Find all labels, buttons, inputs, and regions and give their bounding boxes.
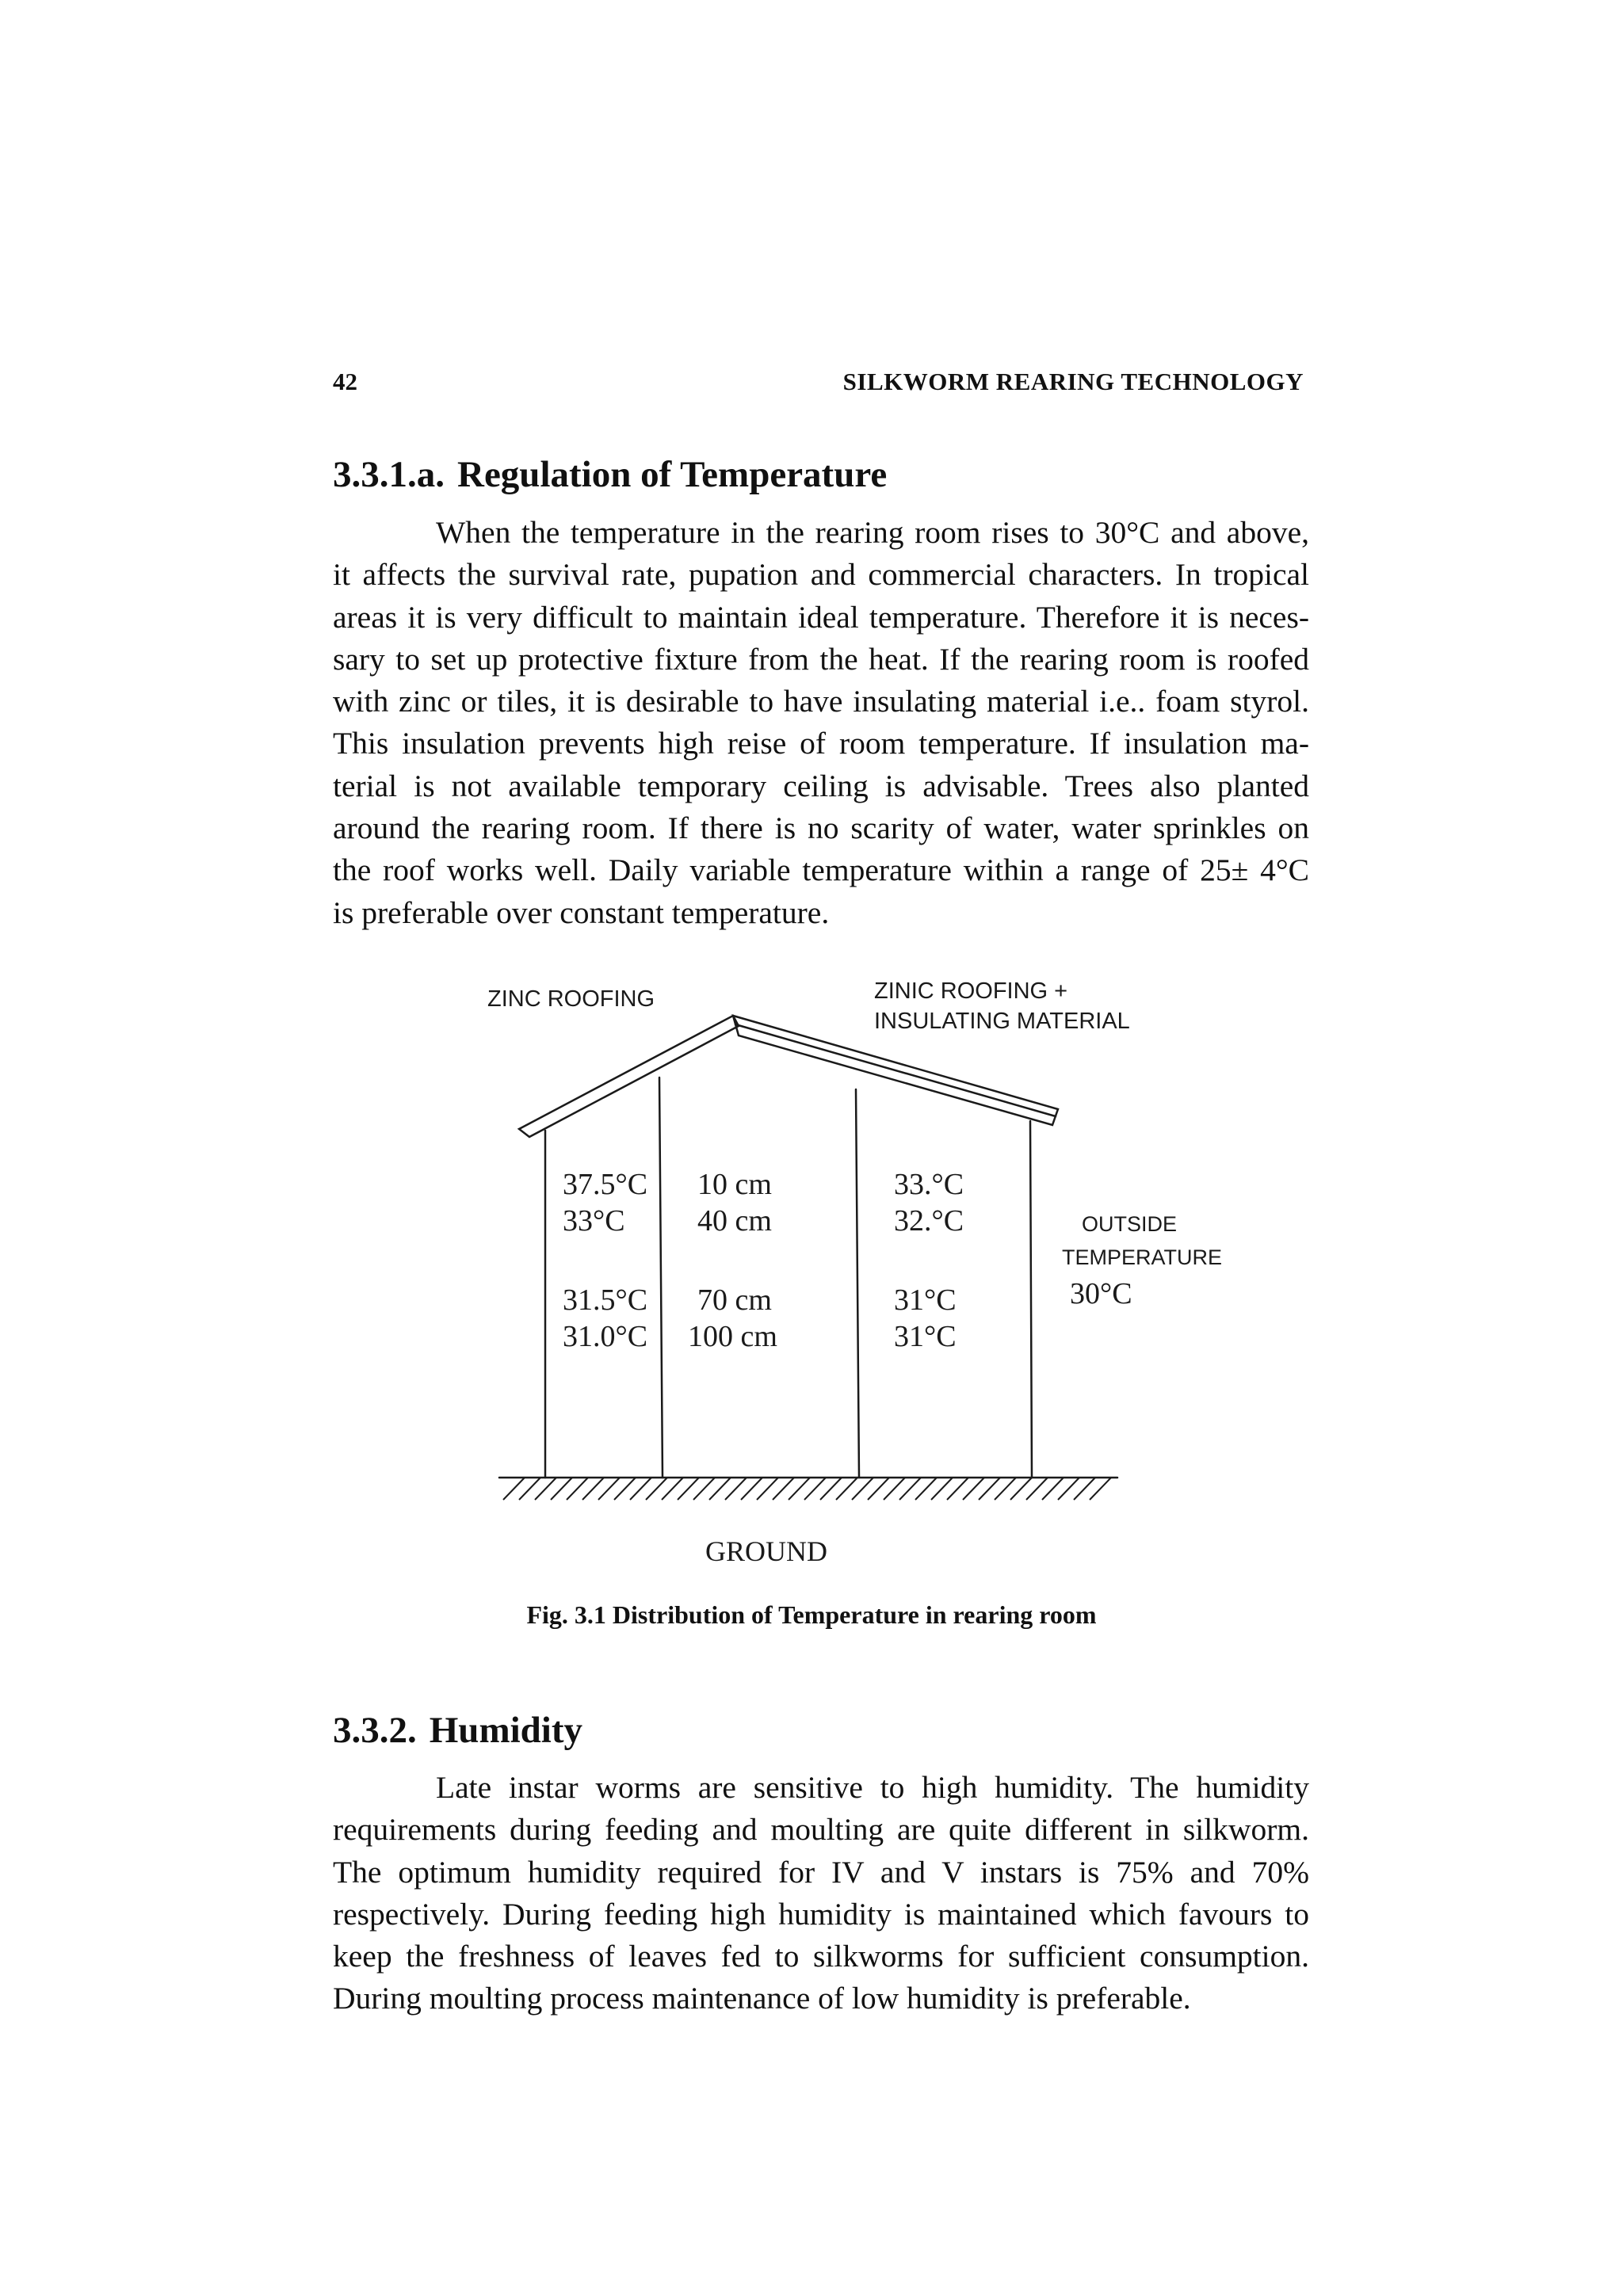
section-heading-humidity — [333, 1709, 582, 1752]
section-title: Humidity — [429, 1710, 583, 1751]
section-number: 3.3.1.a. — [333, 454, 445, 495]
right-temp-10cm: 33.°C — [894, 1168, 964, 1201]
label-outside: OUTSIDE — [1082, 1212, 1178, 1236]
outside-temp: 30°C — [1070, 1277, 1132, 1310]
label-insulating-material: INSULATING MATERIAL — [874, 1009, 1130, 1034]
text-line: Late instar worms are sensitive to high humidity. The humidity — [436, 1770, 1309, 1805]
text-line: respectively. During feeding high humidity is maintained which favours to — [333, 1896, 1309, 1932]
roof-insulation-line — [735, 1024, 1056, 1116]
right-temp-70cm: 31°C — [894, 1283, 957, 1317]
text-line: around the rearing room. If there is no scarity of water, water sprinkles on — [333, 810, 1309, 846]
section-heading-temperature — [333, 453, 887, 496]
text-line: terial is not available temporary ceiling is advisable. Trees also planted — [333, 768, 1309, 803]
label-ground: GROUND — [705, 1535, 828, 1567]
label-zinc-roofing: ZINC ROOFING — [487, 986, 655, 1012]
height-10cm: 10 cm — [697, 1168, 772, 1201]
running-title: SILKWORM REARING TECHNOLOGY — [842, 368, 1304, 395]
height-40cm: 40 cm — [697, 1204, 772, 1238]
partition-right — [856, 1089, 859, 1478]
right-wall — [1030, 1121, 1032, 1478]
text-line: keep the freshness of leaves fed to silkworms for sufficient consumption. — [333, 1939, 1309, 1974]
paragraph-temperature — [333, 512, 1309, 934]
left-temp-100cm: 31.0°C — [563, 1320, 648, 1353]
right-temp-100cm: 31°C — [894, 1320, 957, 1353]
rearing-room-drawing — [475, 971, 1252, 1589]
page-number: 42 — [333, 368, 357, 395]
text-line: During moulting process maintenance of low humidity is preferable. — [333, 1981, 1191, 2016]
left-temp-10cm: 37.5°C — [563, 1168, 648, 1201]
text-line: When the temperature in the rearing room rises to 30°C and above, — [436, 515, 1309, 550]
text-line: it affects the survival rate, pupation and commercial characters. In tropical — [333, 557, 1309, 593]
text-line: with zinc or tiles, it is desirable to have insulating material i.e.. foam styrol. — [333, 684, 1309, 719]
left-roof — [519, 1016, 739, 1137]
label-temperature: TEMPERATURE — [1062, 1245, 1223, 1269]
height-70cm: 70 cm — [697, 1283, 772, 1317]
left-temp-40cm: 33°C — [563, 1204, 625, 1238]
section-title: Regulation of Temperature — [457, 454, 888, 495]
text-line: This insulation prevents high reise of room temperature. If insulation ma- — [333, 726, 1309, 761]
figure-caption: Fig. 3.1 Distribution of Temperature in rearing room — [526, 1600, 1097, 1629]
paragraph-humidity — [333, 1767, 1309, 2020]
text-line: areas it is very difficult to maintain ideal temperature. Therefore it is neces- — [333, 599, 1309, 635]
label-zinic-roofing: ZINIC ROOFING + — [874, 978, 1068, 1004]
partition-left — [659, 1077, 663, 1478]
temperature-distribution-figure — [475, 971, 1252, 1589]
height-100cm: 100 cm — [688, 1320, 777, 1353]
section-number: 3.3.2. — [333, 1710, 417, 1751]
text-line: requirements during feeding and moulting are quite different in silkworm. — [333, 1812, 1309, 1848]
text-line: is preferable over constant temperature. — [333, 894, 830, 930]
left-temp-70cm: 31.5°C — [563, 1283, 648, 1317]
page-header — [333, 368, 1304, 402]
text-line: sary to set up protective fixture from the heat. If the rearing room is roofed — [333, 641, 1309, 677]
text-line: the roof works well. Daily variable temperature within a range of 25± 4°C — [333, 852, 1309, 888]
text-line: The optimum humidity required for IV and V instars is 75% and 70% — [333, 1854, 1309, 1890]
right-temp-40cm: 32.°C — [894, 1204, 964, 1238]
ground-hatching — [503, 1478, 1111, 1500]
